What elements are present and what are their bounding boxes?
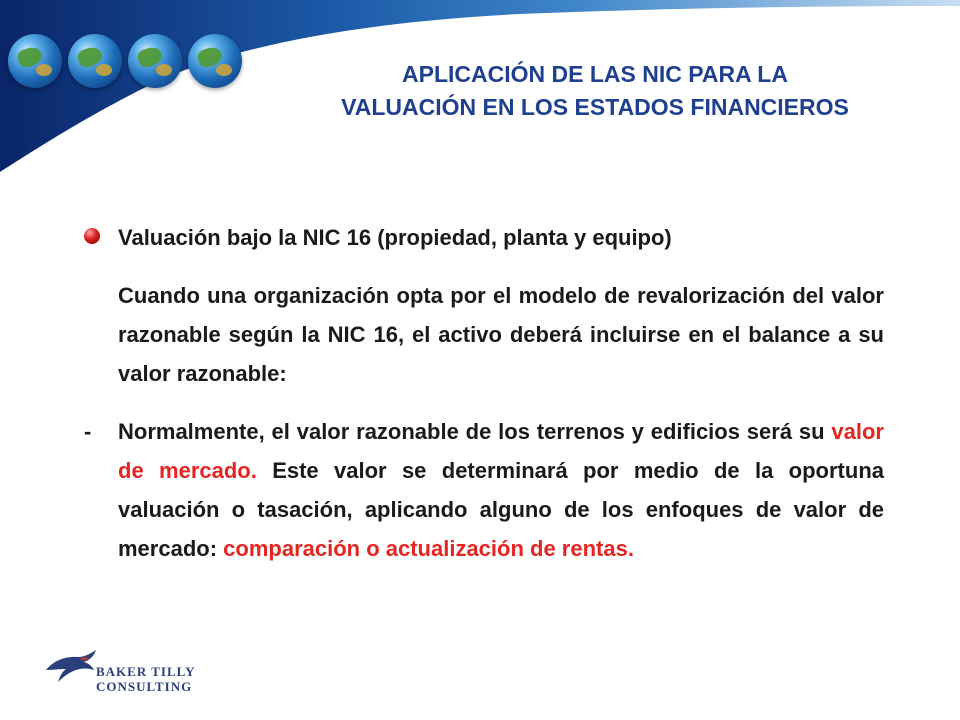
dash-text-2: Este valor se determinará por medio de la oportuna valuación o tasación, aplicando alguno de los enfoques de valor de mercado:: [118, 458, 884, 561]
red-bullet-icon: [84, 228, 100, 244]
globe-icon: [68, 34, 122, 88]
baker-tilly-logo: [44, 648, 244, 698]
logo-line-1: BAKER TILLY: [96, 664, 196, 679]
logo-text: [96, 664, 196, 694]
globe-icon: [128, 34, 182, 88]
title-line-2: VALUACIÓN EN LOS ESTADOS FINANCIEROS: [341, 94, 849, 120]
globe-icon: [8, 34, 62, 88]
eagle-icon: [44, 648, 100, 684]
dash-item: [84, 412, 884, 568]
bullet-paragraph: Cuando una organización opta por el modelo de revalorización del valor razonable según la NIC 16, el activo deberá incluirse en el balance a su valor razonable:: [118, 283, 884, 386]
slide-title: [250, 58, 940, 124]
slide-body: [84, 218, 884, 568]
highlight-approaches: comparación o actualización de rentas.: [223, 536, 634, 561]
bullet-item: [84, 218, 884, 257]
highlight-market-value: valor de mercado.: [118, 419, 884, 483]
bullet-heading: Valuación bajo la NIC 16 (propiedad, planta y equipo): [118, 225, 672, 250]
title-line-1: APLICACIÓN DE LAS NIC PARA LA: [402, 61, 788, 87]
globe-icon: [188, 34, 242, 88]
globes-logo: [8, 34, 248, 90]
dash-marker: -: [84, 419, 92, 444]
logo-line-2: CONSULTING: [96, 679, 193, 694]
dash-text-1: Normalmente, el valor razonable de los terrenos y edificios será su: [118, 419, 832, 444]
